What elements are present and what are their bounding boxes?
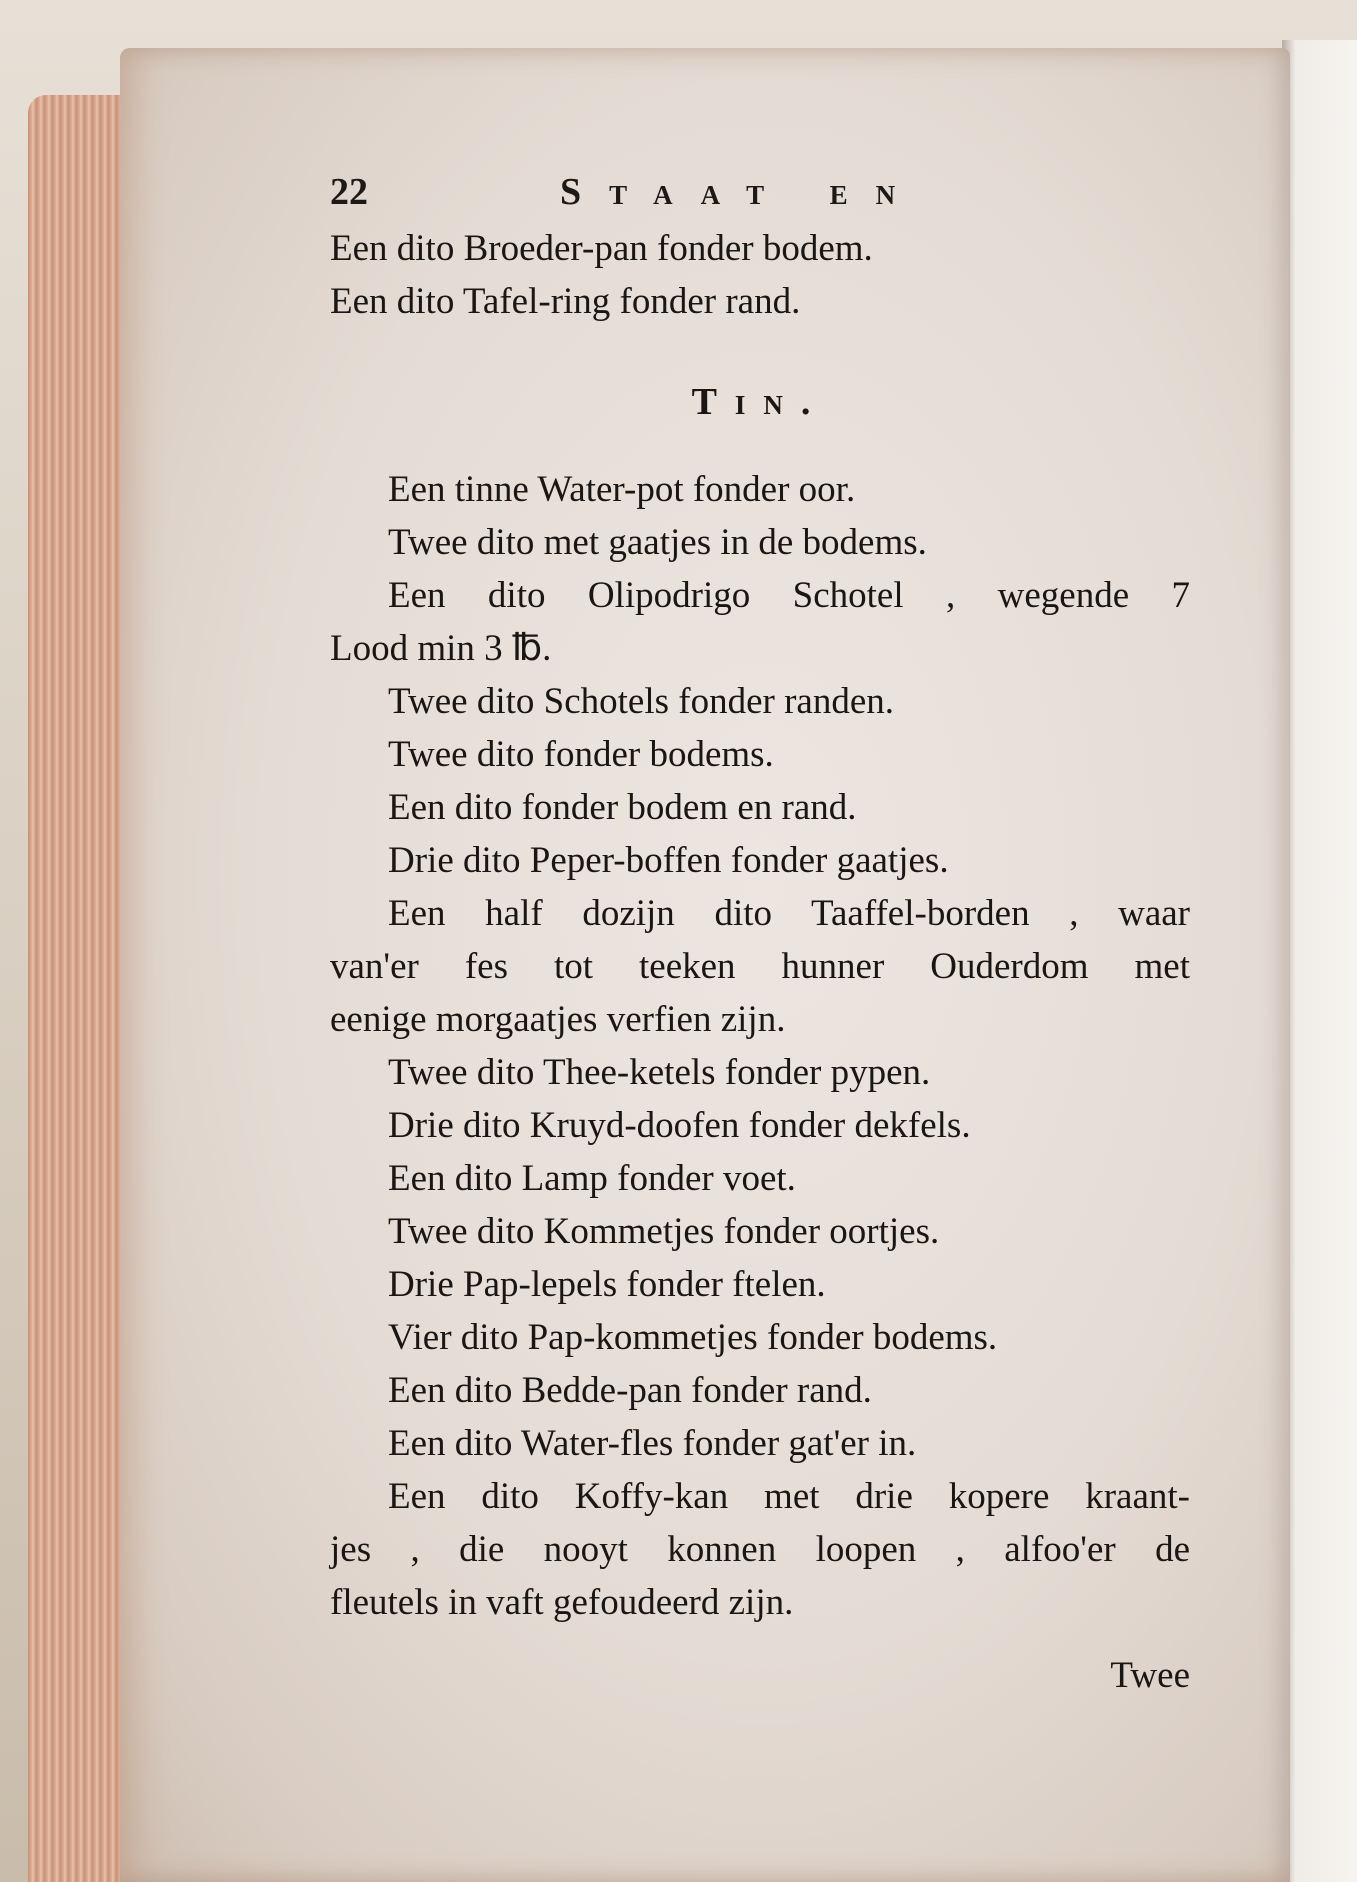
entry-line: Lood min 3 ℔. bbox=[330, 628, 552, 669]
entry-line: Een tinne Water-pot fonder oor. bbox=[388, 469, 856, 510]
entry-line: Twee dito met gaatjes in de bodems. bbox=[388, 522, 927, 563]
entry-line: Een dito Koffy-kan met drie kopere kraant- bbox=[388, 1476, 1190, 1517]
entry-list bbox=[330, 463, 1190, 1629]
entry-line: Een dito Water-fles fonder gat'er in. bbox=[388, 1423, 917, 1464]
entry-line: van'er fes tot teeken hunner Ouderdom met bbox=[330, 946, 1190, 987]
entry-line: Twee dito Schotels fonder randen. bbox=[388, 681, 895, 722]
catchword: Twee bbox=[1110, 1655, 1190, 1696]
body-line: Een dito Tafel-ring fonder rand. bbox=[330, 281, 801, 322]
entry-line: jes , die nooyt konnen loopen , alfoo'er de bbox=[330, 1529, 1190, 1570]
entry-line: Twee dito fonder bodems. bbox=[388, 734, 774, 775]
page-body bbox=[330, 222, 1190, 1702]
entry-line: Een half dozijn dito Taaffel-borden , waar bbox=[388, 893, 1190, 934]
facing-page-edge bbox=[1282, 40, 1357, 1882]
entry-line: fleutels in vaft gefoudeerd zijn. bbox=[330, 1582, 794, 1623]
entry-line: Een dito Lamp fonder voet. bbox=[388, 1158, 796, 1199]
entry-line: Drie Pap-lepels fonder ftelen. bbox=[388, 1264, 826, 1305]
entry-line: Twee dito Thee-ketels fonder pypen. bbox=[388, 1052, 931, 1093]
running-head: Staat en bbox=[560, 171, 924, 213]
entry-line: Twee dito Kommetjes fonder oortjes. bbox=[388, 1211, 940, 1252]
entry-line: Vier dito Pap-kommetjes fonder bodems. bbox=[388, 1317, 998, 1358]
body-line: Een dito Broeder-pan fonder bodem. bbox=[330, 228, 873, 269]
section-title: Tin. bbox=[691, 381, 829, 423]
entry-line: Drie dito Kruyd-doofen fonder dekfels. bbox=[388, 1105, 971, 1146]
entry-line: Een dito Bedde-pan fonder rand. bbox=[388, 1370, 872, 1411]
page-header bbox=[330, 170, 990, 220]
entry-line: Drie dito Peper-boffen fonder gaatjes. bbox=[388, 840, 949, 881]
page-number: 22 bbox=[330, 171, 368, 213]
entry-line: Een dito fonder bodem en rand. bbox=[388, 787, 857, 828]
entry-line: Een dito Olipodrigo Schotel , wegende 7 bbox=[388, 575, 1190, 616]
entry-line: eenige morgaatjes verfien zijn. bbox=[330, 999, 786, 1040]
